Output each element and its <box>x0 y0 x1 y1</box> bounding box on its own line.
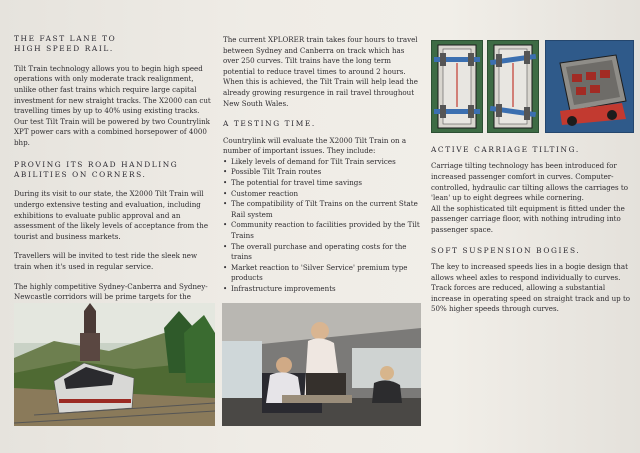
heading-fast-lane-line2: HIGH SPEED RAIL. <box>14 44 114 54</box>
bogie-diagram-straight <box>431 40 483 133</box>
paragraph-xplorer: The current XPLORER train takes four hours to travel between Sydney and Canberra on track which has over 250 curves. Tilt trains have the long term potential to reduce travel times to around 2 hours. <box>223 35 418 76</box>
heading-carriage-tilting: ACTIVE CARRIAGE TILTING. <box>431 145 580 154</box>
list-item: • Customer reaction <box>223 189 421 200</box>
heading-testing-time: A TESTING TIME. <box>223 119 316 129</box>
list-item: • The overall purchase and operating costs for the trains <box>223 242 421 263</box>
paragraph-evaluation-intro: Countrylink will evaluate the X2000 Tilt Train on a number of important issues. They include: <box>223 135 407 156</box>
list-item: • Infrastructure improvements <box>223 284 421 295</box>
photo-train-interior <box>222 303 421 426</box>
list-item: • Market reaction to 'Silver Service' premium type products <box>223 263 421 284</box>
list-item: • Community reaction to facilities provided by the Tilt Trains <box>223 220 421 241</box>
paragraph-test-ride: Travellers will be invited to test ride the sleek new train when it's used in regular service. <box>14 251 198 271</box>
paragraph-tilting-intro: Carriage tilting technology has been introduced for increased passenger comfort in curves. Computer-controlled, hydraulic car tilting allows the carriages to 'lean' up to eight degrees while cornering. <box>431 161 629 203</box>
heading-fast-lane-line1: THE FAST LANE TO <box>14 34 117 43</box>
column-left <box>14 34 212 322</box>
paragraph-resurgence: When this is achieved, the Tilt Train will help lead the already growing resurgence in rail travel throughout New South Wales. <box>223 77 418 108</box>
paragraph-corridors: The highly competitive Sydney-Canberra and Sydney-Newcastle corridors will be prime targets for the <box>14 281 208 302</box>
carriage-cross-section <box>545 40 634 133</box>
paragraph-bogie-design: The key to increased speeds lies in a bogie design that allows wheel axles to respond individually to curves. Track forces are reduced, allowing a substantial increase in operating speed on straight track and up to 50% higher speeds through curves. <box>431 261 631 314</box>
list-item: • Likely levels of demand for Tilt Train services <box>223 157 421 168</box>
list-item: • The compatibility of Tilt Trains on the current State Rail system <box>223 199 421 220</box>
paragraph-testing-evaluation: During its visit to our state, the X2000 Tilt Train will undergo extensive testing and evaluation, including exhibitions to evaluate public approval and an assessment of the likely levels of acceptance from the tourist and business markets. <box>14 189 209 241</box>
paragraph-tilt-equipment: All the sophisticated tilt equipment is fitted under the passenger carriage floor, with nothing intruding into passenger space. <box>431 203 625 234</box>
photo-train-landscape <box>14 303 215 426</box>
bogie-diagram-curve <box>487 40 539 133</box>
column-middle <box>223 35 421 294</box>
heading-suspension-bogies: SOFT SUSPENSION BOGIES. <box>431 245 581 255</box>
list-item: • The potential for travel time savings <box>223 178 421 189</box>
heading-road-handling <box>14 160 212 181</box>
paragraph-tilt-technology: Tilt Train technology allows you to begin high speed operations with only moderate track realignment, unlike other fast trains which require large capital investment for new straight tracks. The X2000 can cut travelling times by up to 40% using existing tracks. Our test Tilt Train will be powered by two Countrylink XPT power cars with a combined horsepower of 4000 bhp. <box>14 63 211 147</box>
list-item: • Possible Tilt Train routes <box>223 167 421 178</box>
evaluation-list <box>223 157 421 295</box>
heading-road-handling-line1: PROVING ITS ROAD HANDLING <box>14 159 179 169</box>
column-right <box>431 145 631 324</box>
heading-road-handling-line2: ABILITIES ON CORNERS. <box>14 169 147 179</box>
heading-fast-lane <box>14 34 212 55</box>
